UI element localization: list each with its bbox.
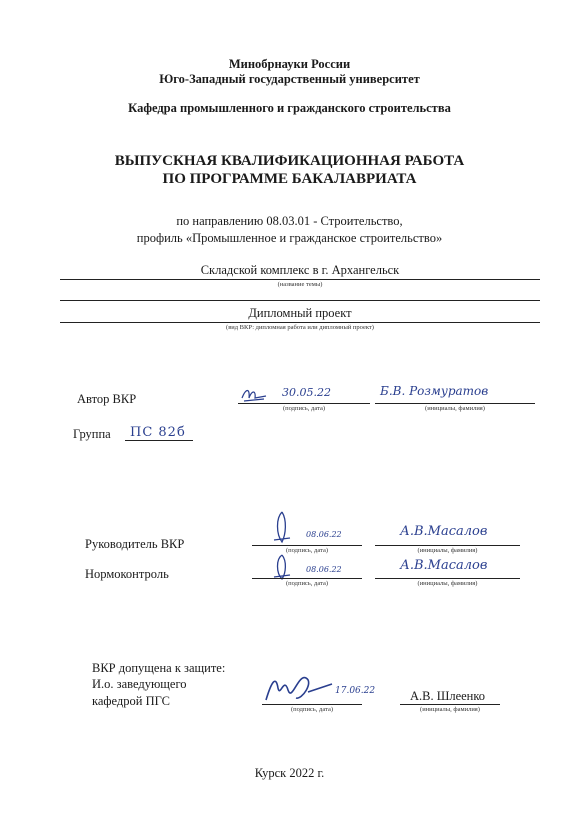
- normcontrol-sign-line: [252, 578, 362, 579]
- work-type-caption: (вид ВКР: дипломная работа или дипломный проект): [226, 324, 374, 331]
- topic-underline-2: [60, 300, 540, 301]
- work-type-value: Дипломный проект: [248, 306, 352, 320]
- admission-signature: [262, 670, 337, 706]
- admission-name-caption: (инициалы, фамилия): [420, 706, 480, 713]
- city-year: Курск 2022 г.: [254, 766, 325, 780]
- group-value: ПС 82б: [130, 425, 186, 440]
- admission-name: А.В. Шлеенко: [410, 689, 486, 703]
- author-name-line: [375, 403, 535, 404]
- admission-sign-line: [262, 704, 362, 705]
- supervisor-name-line: [375, 545, 520, 546]
- supervisor-date: 08.06.22: [306, 530, 342, 539]
- author-sign-line: [238, 403, 370, 404]
- topic-underline: [60, 279, 540, 280]
- university-name: Юго-Западный государственный университет: [159, 72, 420, 86]
- work-type-underline: [60, 322, 540, 323]
- admission-name-line: [400, 704, 500, 705]
- admission-line-2: И.о. заведующего: [92, 677, 187, 691]
- supervisor-sign-caption: (подпись, дата): [285, 547, 329, 554]
- admission-line-1: ВКР допущена к защите:: [92, 661, 226, 675]
- department-name: Кафедра промышленного и гражданского строительства: [128, 101, 451, 115]
- supervisor-label: Руководитель ВКР: [85, 537, 185, 551]
- supervisor-name-caption: (инициалы, фамилия): [417, 547, 478, 554]
- author-name-handwritten: Б.В. Розмуратов: [380, 384, 489, 398]
- group-underline: [125, 440, 193, 441]
- direction-line-2: профиль «Промышленное и гражданское строительство»: [136, 231, 443, 245]
- ministry-name: Минобрнауки России: [228, 57, 351, 71]
- supervisor-sign-line: [252, 545, 362, 546]
- work-title-line-1: ВЫПУСКНАЯ КВАЛИФИКАЦИОННАЯ РАБОТА: [114, 153, 465, 169]
- normcontrol-label: Нормоконтроль: [85, 567, 169, 581]
- group-label: Группа: [73, 427, 111, 441]
- author-signature: [240, 386, 268, 404]
- direction-line-1: по направлению 08.03.01 - Строительство,: [176, 214, 403, 228]
- supervisor-signature: [270, 510, 294, 546]
- admission-line-3: кафедрой ПГС: [92, 694, 171, 708]
- admission-date: 17.06.22: [335, 686, 376, 696]
- normcontrol-name-handwritten: А.В.Масалов: [400, 558, 488, 573]
- normcontrol-sign-caption: (подпись, дата): [285, 580, 329, 587]
- normcontrol-name-caption: (инициалы, фамилия): [417, 580, 478, 587]
- author-date: 30.05.22: [282, 386, 331, 399]
- work-title-line-2: ПО ПРОГРАММЕ БАКАЛАВРИАТА: [162, 171, 417, 187]
- normcontrol-date: 08.06.22: [306, 565, 342, 574]
- supervisor-name-handwritten: А.В.Масалов: [400, 524, 488, 539]
- author-sign-caption: (подпись, дата): [282, 405, 326, 412]
- normcontrol-name-line: [375, 578, 520, 579]
- author-label: Автор ВКР: [77, 392, 137, 406]
- topic-value: Складской комплекс в г. Архангельск: [200, 263, 400, 277]
- admission-sign-caption: (подпись, дата): [290, 706, 334, 713]
- topic-caption: (название темы): [277, 281, 323, 288]
- author-name-caption: (инициалы, фамилия): [425, 405, 485, 412]
